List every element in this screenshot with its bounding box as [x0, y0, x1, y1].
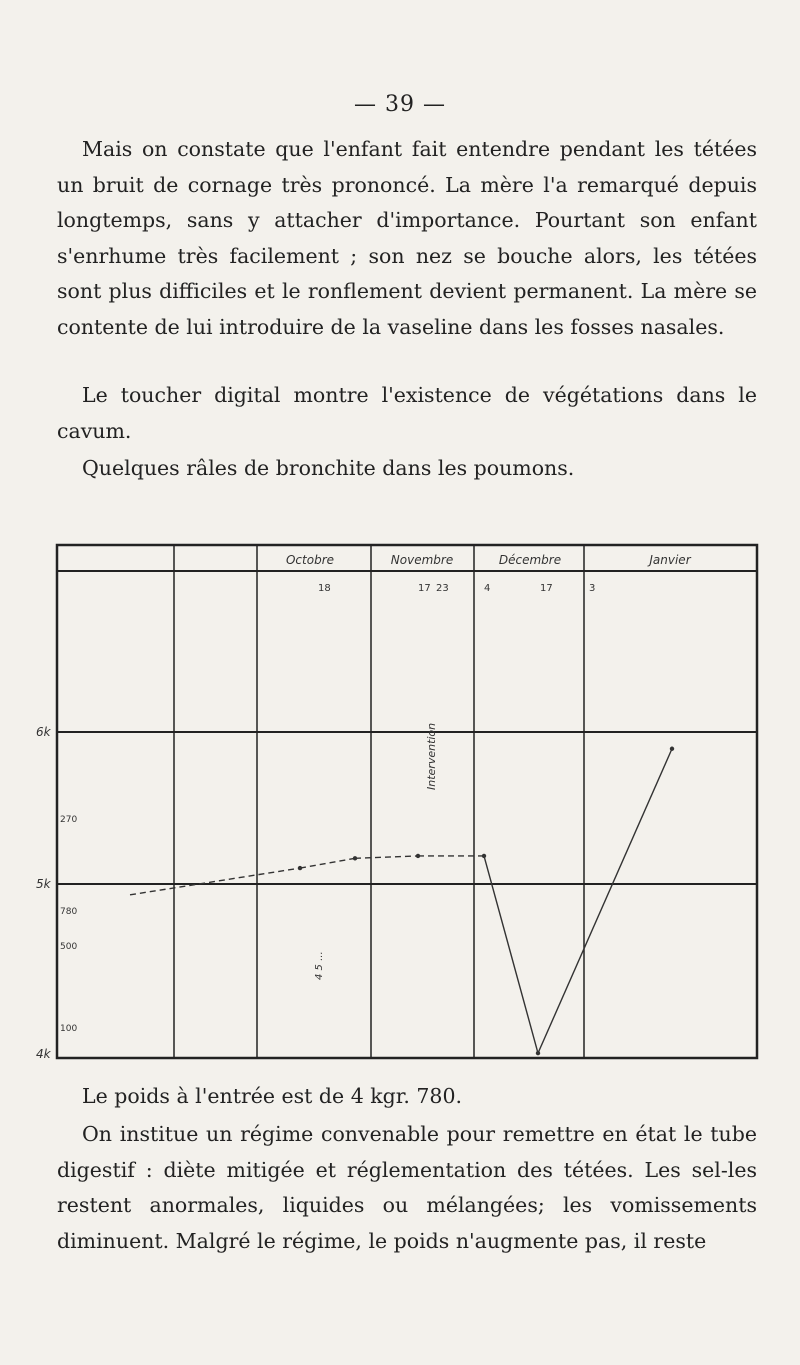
annotation-45: 4 5 ... — [314, 951, 325, 980]
month-label-octobre: Octobre — [285, 553, 335, 567]
curve-point — [416, 854, 420, 858]
paragraph-2: Le toucher digital montre l'existence de végétations dans le cavum. — [57, 383, 757, 443]
day-number: 17 — [418, 583, 431, 594]
curve-segment — [484, 856, 538, 1053]
curve-point — [670, 747, 674, 751]
day-number: 3 — [589, 583, 596, 594]
paragraph-1: Mais on constate que l'enfant fait entendre pendant les tétées un bruit de cornage très prononcé. La mère l'a remarqué depuis longtemps, sans y attacher d'importance. Pourtant son enfant s'enrhume très facilement ; son nez se bouche alors, les tétées sont plus difficiles et le ronflement devient permanent. La mère se contente de lui introduire de la vaseline dans les fosses nasales. — [57, 137, 757, 339]
month-label-decembre: Décembre — [498, 553, 562, 567]
curve-segment — [130, 868, 300, 895]
row-label-6k: 6k — [36, 725, 51, 739]
row-label-5k: 5k — [36, 877, 51, 891]
weight-label: 780 — [60, 907, 78, 917]
paragraph-3: Quelques râles de bronchite dans les poumons. — [82, 456, 575, 480]
page-number: — 39 — — [354, 92, 446, 117]
paragraph-4: Le poids à l'entrée est de 4 kgr. 780. — [82, 1084, 463, 1108]
paragraph-5: On institue un régime convenable pour remettre en état le tube digestif : diète mitigée et réglementation des tétées. Les sel-les restent anormales, liquides ou mélangées; les vomissements diminuent. Malgré le régime, le poids n'augmente pas, il reste — [57, 1122, 757, 1253]
day-number: 23 — [436, 583, 449, 594]
curve-segment — [538, 749, 672, 1053]
weight-label: 500 — [60, 942, 78, 952]
chart-frame — [57, 545, 757, 1058]
month-label-janvier: Janvier — [649, 553, 691, 567]
weight-curve — [130, 747, 674, 1056]
curve-segment — [355, 856, 418, 858]
day-number: 18 — [318, 583, 331, 594]
month-label-novembre: Novembre — [390, 553, 454, 567]
day-number: 17 — [540, 583, 553, 594]
weight-label: 100 — [60, 1024, 78, 1034]
curve-segment — [300, 858, 355, 868]
curve-point — [482, 854, 486, 858]
day-number: 4 — [484, 583, 491, 594]
annotation-intervention: Intervention — [425, 722, 438, 790]
curve-point — [298, 866, 302, 870]
curve-point — [536, 1051, 540, 1055]
weight-label: 270 — [60, 815, 78, 825]
row-label-4k: 4k — [36, 1047, 51, 1061]
curve-point — [353, 856, 357, 860]
